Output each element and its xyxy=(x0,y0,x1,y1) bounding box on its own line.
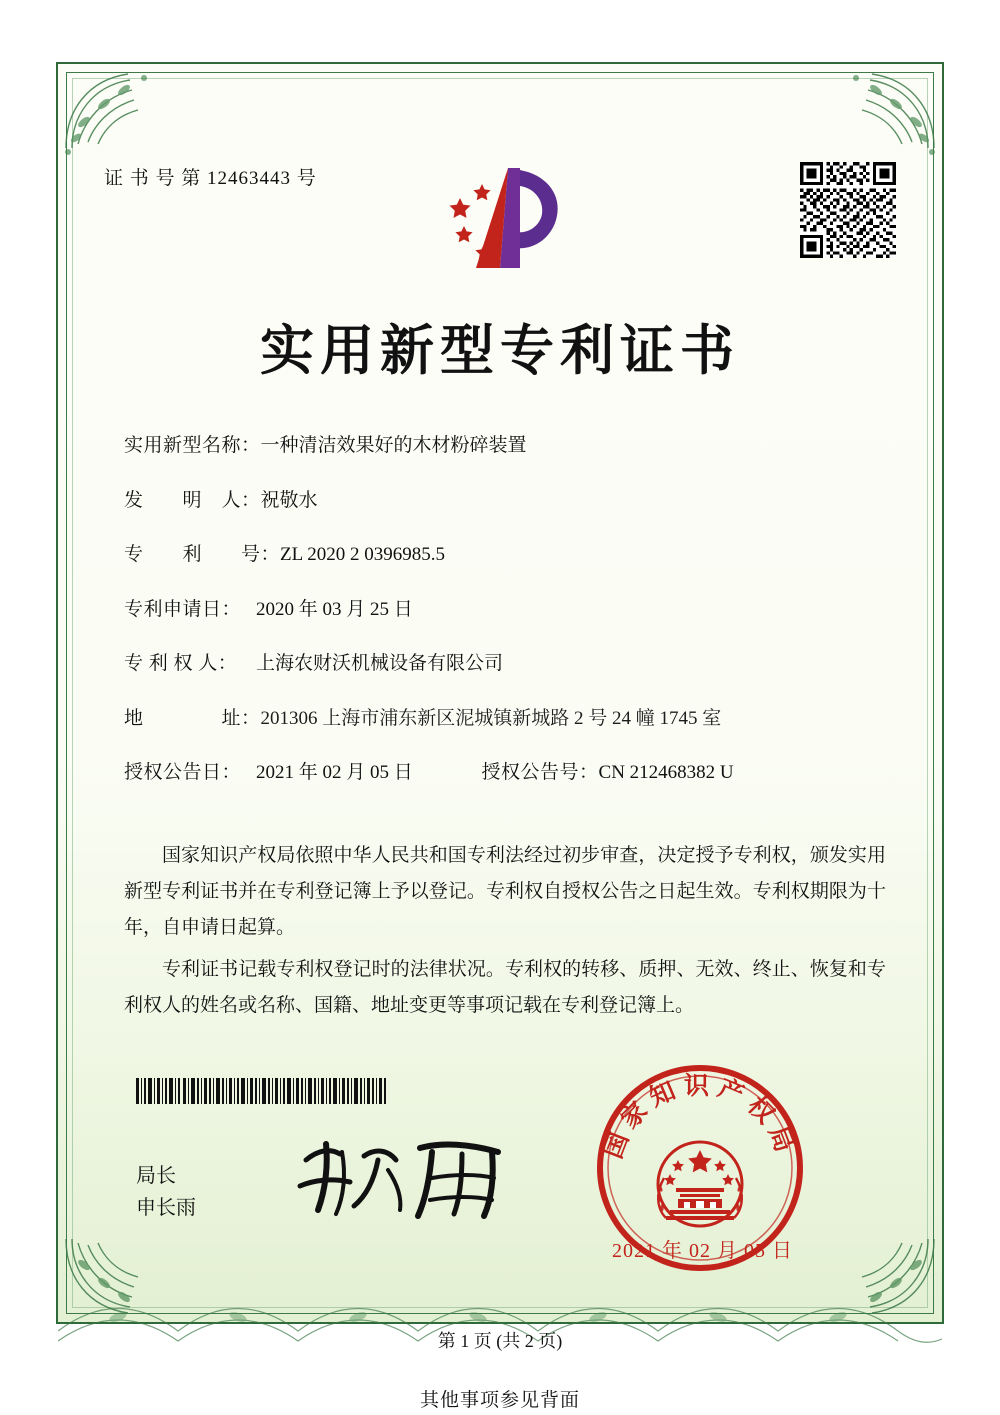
page-indicator: 第 1 页 (共 2 页) xyxy=(437,1331,563,1351)
page-title: 实用新型专利证书 xyxy=(260,318,740,382)
field-value: ZL 2020 2 0396985.5 xyxy=(280,544,446,565)
handwritten-signature-icon xyxy=(292,1130,522,1226)
svg-text:国家知识产权局: 国家知识产权局 xyxy=(598,1071,802,1163)
field-patentee xyxy=(124,650,884,679)
field-label: 地 址： xyxy=(124,707,261,729)
qr-code xyxy=(800,162,896,258)
footer-note: 其他事项参见背面 xyxy=(419,1390,580,1411)
field-label: 实用新型名称： xyxy=(124,435,261,456)
grant-date-value: 2021 年 02 月 05 日 xyxy=(256,762,413,783)
body-text xyxy=(124,838,886,1030)
field-value: 201306 上海市浦东新区泥城镇新城路 2 号 24 幢 1745 室 xyxy=(260,707,722,729)
field-value: 祝敬水 xyxy=(260,489,318,511)
field-value: 2020 年 03 月 25 日 xyxy=(256,598,413,620)
director-name: 申长雨 xyxy=(136,1197,196,1219)
field-utility-model-name xyxy=(124,432,884,461)
field-address xyxy=(124,705,884,734)
field-label: 专 利 号： xyxy=(124,544,281,565)
field-grant-announcement xyxy=(124,759,884,788)
certificate-number: 证 书 号 第 12463443 号 xyxy=(104,168,317,189)
field-value: 一种清洁效果好的木材粉碎装置 xyxy=(260,435,527,456)
paragraph-1: 国家知识产权局依照中华人民共和国专利法经过初步审查，决定授予专利权，颁发实用新型专利证书并在专利登记簿上予以登记。专利权自授权公告之日起生效。专利权期限为十年，自申请日起算。 xyxy=(124,845,886,938)
field-inventor xyxy=(124,487,884,516)
director-title: 局长 xyxy=(136,1165,176,1187)
field-label: 专 利 权 人： xyxy=(124,653,238,674)
grant-number-group xyxy=(482,759,734,788)
fields-block xyxy=(124,432,884,814)
field-label: 发 明 人： xyxy=(124,489,261,511)
paragraph-2: 专利证书记载专利权登记时的法律状况。专利权的转移、质押、无效、终止、恢复和专利权人的姓名或名称、国籍、地址变更等事项记载在专利登记簿上。 xyxy=(124,959,886,1016)
barcode xyxy=(136,1078,386,1104)
director-block xyxy=(136,1160,196,1224)
field-label: 专利申请日： xyxy=(124,598,242,620)
grant-date-label: 授权公告日： xyxy=(124,762,242,783)
seal-date: 2021 年 02 月 05 日 xyxy=(612,1240,793,1262)
grant-number-label: 授权公告号： xyxy=(481,762,599,783)
field-patent-number xyxy=(124,541,884,570)
field-value: 上海农财沃机械设备有限公司 xyxy=(256,653,504,674)
field-application-date xyxy=(124,596,884,625)
cnipa-logo-icon xyxy=(424,160,584,278)
grant-number-value: CN 212468382 U xyxy=(598,762,734,783)
